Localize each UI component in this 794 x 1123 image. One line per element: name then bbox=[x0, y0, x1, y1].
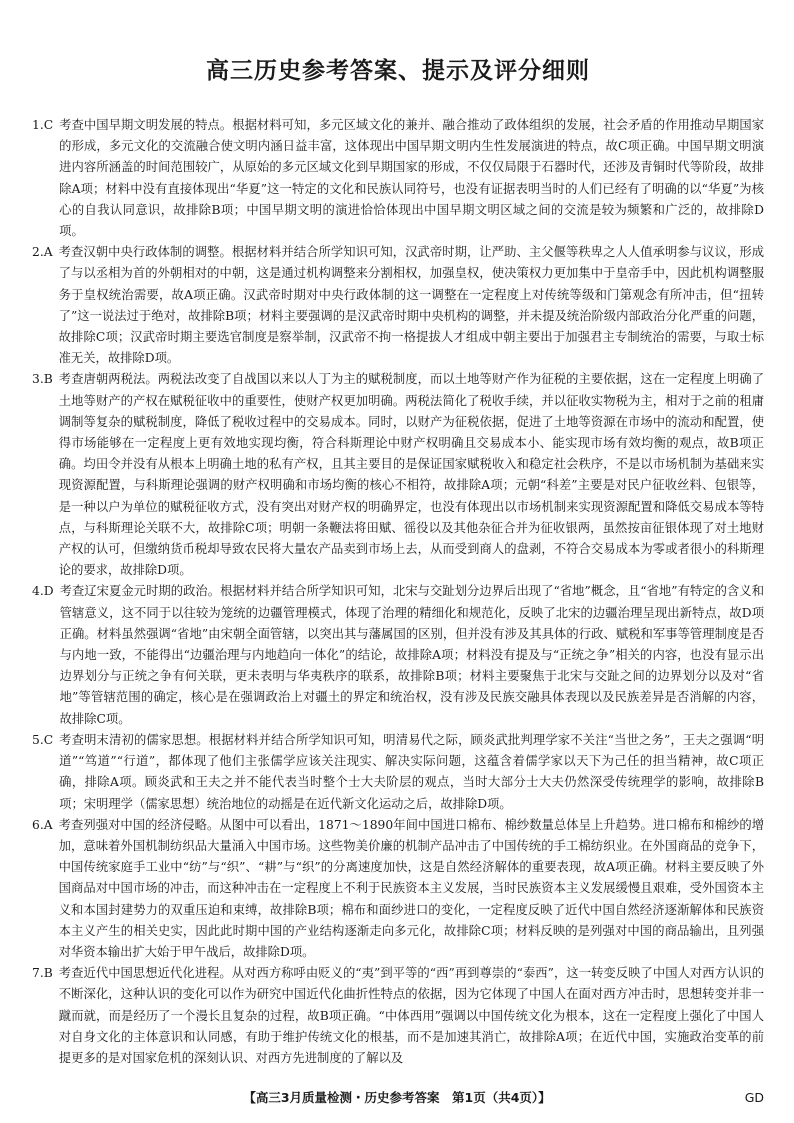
answer-number: 7.B bbox=[32, 966, 53, 981]
answer-explanation: 考查明末清初的儒家思想。根据材料并结合所学知识可知，明清易代之际，顾炎武批判理学家不关注“当世之务”，王夫之强调“明道”“笃道”“行道”，都体现了他们主张儒学应该关注现实、解决实际问题，这蕴含着儒学家以天下为己任的担当精神，故C项正确，排除A项。顾炎武和王夫之并不能代表当时整个士大夫阶层的观点，当时大部分士大夫仍然深受传统理学的影响，故排除B项；宋明理学（儒家思想）统治地位的动摇是在近代新文化运动之后，故排除D项。 bbox=[59, 732, 764, 811]
answer-number: 1.C bbox=[32, 118, 54, 132]
answer-item bbox=[32, 963, 764, 1069]
answer-item bbox=[32, 730, 764, 815]
answer-item bbox=[32, 815, 764, 963]
page-title: 高三历史参考答案、提示及评分细则 bbox=[206, 58, 590, 84]
answer-explanation: 考查汉朝中央行政体制的调整。根据材料并结合所学知识可知，汉武帝时期，让严助、主父偃等秩卑之人人值承明参与议议，形成了与以丞相为首的外朝相对的中朝，这是通过机构调整来分割相权，加强皇权，使决策权力更加集中于皇帝手中，因此机构调整服务于皇权统治需要，故A项正确。汉武帝时期对中央行政体制的这一调整在一定程度上对传统等级和门第观念有所冲击，但“扭转了”这一说法过于绝对，故排除B项；材料主要强调的是汉武帝时期中央机构的调整，并未提及统治阶级内部政治分化严重的问题，故排除C项；汉武帝时期主要选官制度是察举制，汉武帝不拘一格提拔人才组成中朝主要出于加强君主专制统治的需要，与取士标准无关，故排除D项。 bbox=[58, 245, 764, 366]
footer-code: GD bbox=[744, 1090, 764, 1105]
answer-number: 2.A bbox=[32, 245, 53, 260]
answer-explanation: 考查中国早期文明发展的特点。根据材料可知，多元区域文化的兼并、融合推动了政体组织的发展，社会矛盾的作用推动早期国家的形成，多元文化的交流融合使文明内涵日益丰富，这体现出中国早期文明内生性发展演进的特点，故C项正确。中国早期文明演进内容所涵盖的时间范围较广，从原始的多元区域文化到早期国家的形成，不仅仅局限于石器时代，还涉及青铜时代等阶段，故排除A项；材料中没有直接体现出“华夏”这一特定的文化和民族认同符号，也没有证据表明当时的人们已经有了明确的以“华夏”为核心的自我认同意识，故排除B项；中国早期文明的演进恰恰体现出中国早期文明区域之间的交流是较为频繁和广泛的，故排除D项。 bbox=[59, 118, 764, 239]
answer-explanation: 考查辽宋夏金元时期的政治。根据材料并结合所学知识可知，北宋与交趾划分边界后出现了“省地”概念，且“省地”有特定的含义和管辖意义，这不同于以往较为笼统的边疆管理模式，体现了治理的精细化和规范化，反映了北宋的边疆治理呈现出新特点，故D项正确。材料虽然强调“省地”由宋朝全面管辖，以突出其与藩属国的区别，但并没有涉及其具体的行政、赋税和军事等管理制度是否与内地一致，不能得出“边疆治理与内地趋向一体化”的结论，故排除A项；材料没有提及与“正统之争”相关的内容，也没有显示出边界划分与正统之争有何关联，更未表明与华夷秩序的联系，故排除B项；材料主要聚焦于北宋与交趾之间的边界划分以及对“省地”等管辖范围的确定，核心是在强调政治上对疆土的界定和统治权，没有涉及民族交融具体表现以及民族差异是否消解的内容，故排除C项。 bbox=[59, 584, 764, 726]
answer-item bbox=[32, 115, 764, 242]
answer-number: 6.A bbox=[32, 817, 53, 832]
footer-label: 【高三3月质量检测・历史参考答案 第1页（共4页）】 bbox=[243, 1090, 551, 1105]
answer-number: 5.C bbox=[32, 732, 54, 747]
answer-item bbox=[32, 242, 764, 369]
answer-item bbox=[32, 369, 764, 581]
page-footer bbox=[0, 1087, 794, 1109]
answer-item bbox=[32, 581, 764, 729]
answer-list bbox=[32, 115, 764, 1069]
answer-explanation: 考查近代中国思想近代化进程。从对西方称呼由贬义的“夷”到平等的“西”再到尊崇的“泰西”，这一转变反映了中国人对西方认识的不断深化，这种认识的变化可以作为研究中国近代化曲折性特点的依据，因为它体现了中国人在面对西方冲击时，思想转变并非一蹴而就，而是经历了一个漫长且复杂的过程，故B项正确。“中体西用”强调以中国传统文化为根本，这在一定程度上强化了中国人对自身文化的主体意识和认同感，有助于维护传统文化的根基，而不是加速其消亡，故排除A项；在近代中国，实施政治变革的前提更多的是对国家危机的深刻认识、对西方先进制度的了解以及 bbox=[58, 966, 764, 1065]
answer-number: 4.D bbox=[32, 584, 54, 599]
answer-number: 3.B bbox=[32, 372, 53, 387]
answer-explanation: 考查列强对中国的经济侵略。从图中可以看出，1871～1890年间中国进口棉布、棉纱数量总体呈上升趋势。进口棉布和棉纱的增加，意味着外国机制纺织品大量涌入中国市场。这些物美价廉的机制产品冲击了中国传统的手工棉纺织业。在外国商品的竞争下，中国传统家庭手工业中“纺”与“织”、“耕”与“织”的分离速度加快，这是自然经济解体的重要表现，故A项正确。材料主要反映了外国商品对中国市场的冲击，而这种冲击在一定程度上不利于民族资本主义发展，当时民族资本主义发展缓慢且艰难，受外国资本主义和本国封建势力的双重压迫和束缚，故排除B项；棉布和面纱进口的变化，一定程度反映了近代中国自然经济逐渐解体和民族资本主义产生的相关史实，因此此时期中国的产业结构逐渐走向多元化，故排除C项；材料反映的是列强对中国的商品输出，且列强对华资本输出扩大始于甲午战后，故排除D项。 bbox=[58, 817, 764, 959]
answer-explanation: 考查唐朝两税法。两税法改变了自战国以来以人丁为主的赋税制度，而以土地等财产作为征税的主要依据，这在一定程度上明确了土地等财产的产权在赋税征收中的重要性，使财产权更加明确。两税法简化了税收手续，并以征收实物税为主，相对于之前的租庸调制等复杂的赋税制度，降低了税收过程中的交易成本。同时，以财产为征税依据，促进了土地等资源在市场中的流动和配置，使得市场能够在一定程度上更有效地实现均衡，符合科斯理论中财产权明确且交易成本小、能实现市场有效均衡的观点，故B项正确。均田令并没有从根本上明确土地的私有产权，且其主要目的是保证国家赋税收入和稳定社会秩序，不是以市场机制为基础来实现资源配置，与科斯理论强调的财产权明确和市场均衡的核心不相符，故排除A项；元朝“科差”主要是对民户征收丝料、包银等，是一种以户为单位的赋税征收方式，没有突出对财产权的明确界定，也没有体现出以市场机制来实现资源配置和降低交易成本等特点，与科斯理论关联不大，故排除C项；明朝一条鞭法将田赋、徭役以及其他杂征合并为征收银两，虽然按亩征银体现了对土地财产权的认可，但缴纳货币税却导致农民将大量农产品卖到市场上去，从而受到商人的盘剥，不符合交易成本为零或者很小的科斯理论的要求，故排除D项。 bbox=[58, 372, 764, 578]
